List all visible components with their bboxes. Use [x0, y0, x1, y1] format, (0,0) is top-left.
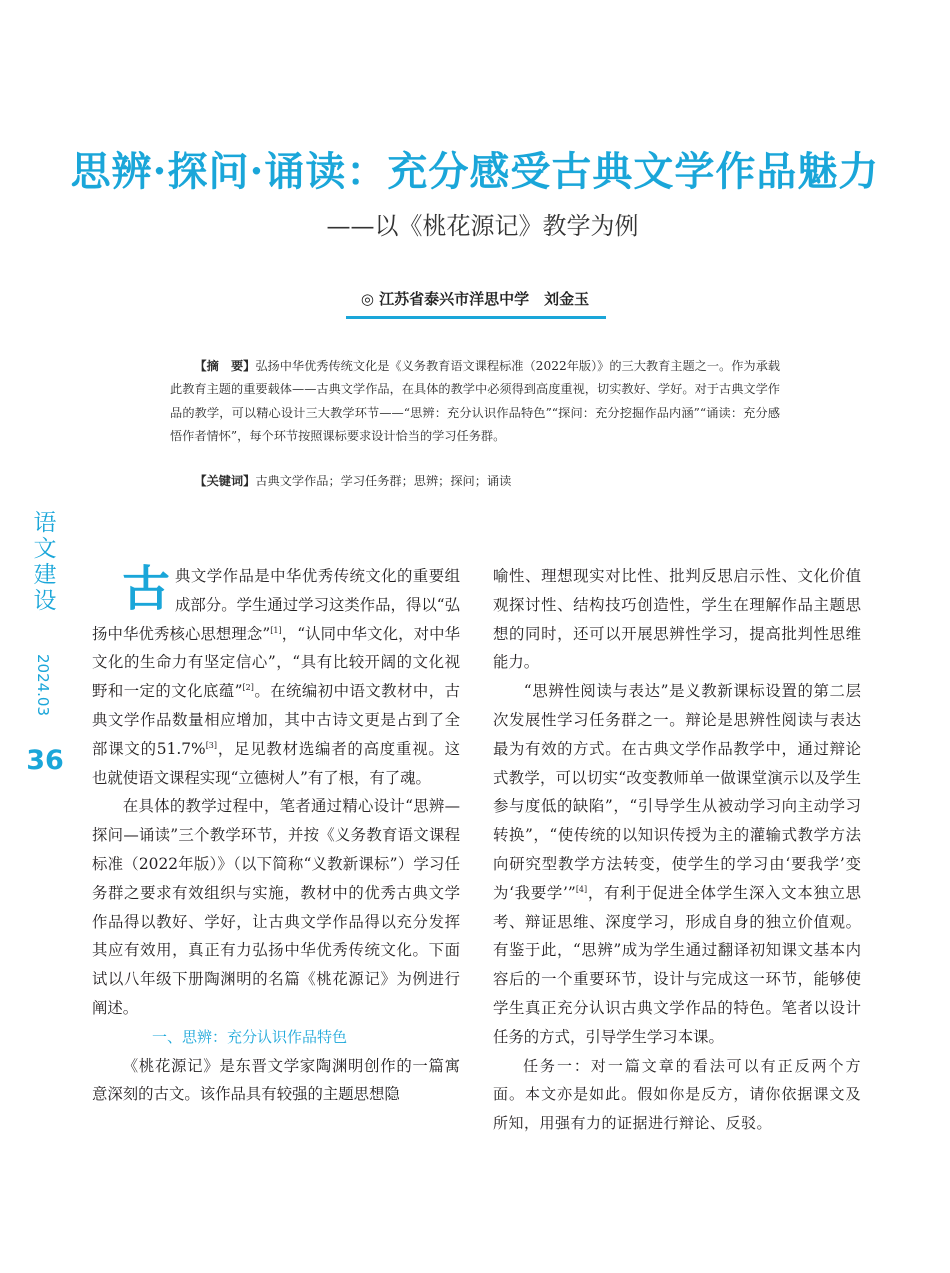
- journal-name: [28, 510, 62, 614]
- journal-issue: [30, 650, 56, 720]
- page-number: 36: [26, 745, 64, 776]
- text-run: ，足见教材选编者的高度重视。这也就使语文课程实现“立德树人”有了根，有了魂。: [92, 739, 460, 787]
- section-heading: 一、思辨：充分认识作品特色: [152, 1027, 348, 1046]
- abstract-label: 【摘 要】: [194, 359, 256, 373]
- journal-char: 建: [33, 562, 57, 588]
- article-title: 思辨·探问·诵读：充分感受古典文学作品魅力: [70, 148, 880, 195]
- keywords-label: 【关键词】: [194, 474, 256, 488]
- body-paragraph: 在具体的教学过程中，笔者通过精心设计“思辨—探问—诵读”三个教学环节，并按《义务教育语文课程标准（2022年版）》（以下简称“义教新课标”）学习任务群之要求有效组织与实施，教材中的优秀古典文学作品得以教好、学好，让古典文学作品得以充分发挥其应有效用，真正有力弘扬中华优秀传统文化。下面试以八年级下册陶渊明的名篇《桃花源记》为例进行阐述。: [92, 797, 460, 1017]
- right-column: [493, 562, 861, 1138]
- text-run: 典文学作品是中华优秀传统文化的重要组成部分。学生通过学习这类作品，得以“弘扬中华优秀核心思想理念”: [92, 567, 460, 643]
- author-line: ◎ 江苏省泰兴市洋思中学 刘金玉: [360, 290, 590, 308]
- keywords-text: 古典文学作品；学习任务群；思辨；探问；诵读: [255, 474, 512, 488]
- left-column: [92, 562, 460, 1109]
- citation-ref: [4]: [575, 884, 588, 894]
- text-run: ，“认同中华文化，对中华文化的生命力有坚定信心”，“具有比较开阔的文化视野和一定的文化底蕴”: [92, 624, 460, 701]
- author-underline: [346, 316, 606, 319]
- journal-issue-text: 2024.03: [34, 653, 52, 717]
- body-paragraph: [493, 677, 861, 1051]
- body-paragraph: 喻性、理想现实对比性、批判反思启示性、文化价值观探讨性、结构技巧创造性，学生在理解作品主题思想的同时，还可以开展思辨性学习，提高批判性思维能力。: [493, 567, 861, 672]
- citation-ref: [3]: [205, 740, 218, 750]
- abstract-text: 弘扬中华优秀传统文化是《义务教育语文课程标准（2022年版）》的三大教育主题之一。作为承载此教育主题的重要载体——古典文学作品，在具体的教学中必须得到高度重视，切实教好、学好。对于古典文学作品的教学，可以精心设计三大教学环节——“思辨：充分认识作品特色”“探问：充分挖掘作品内涵”“诵读：充分感悟作者情怀”，每个环节按照课标要求设计恰当的学习任务群。: [170, 359, 781, 444]
- drop-cap: 古: [122, 561, 171, 617]
- article-subtitle: ——以《桃花源记》教学为例: [326, 212, 639, 240]
- journal-char: 设: [33, 588, 57, 614]
- text-run: 。在统编初中语文教材中，古典文学作品数量相应增加，其中古诗文更是占到了全部课文的51.7%: [92, 682, 460, 758]
- abstract-paragraph: [170, 355, 780, 449]
- abstract: [170, 355, 780, 449]
- text-run: “思辨性阅读与表达”是义教新课标设置的第二层次发展性学习任务群之一。辩论是思辨性阅读与表达最为有效的方式。在古典文学作品教学中，通过辩论式教学，可以切实“改变教师单一做课堂演示以及学生参与度低的缺陷”，“引导学生从被动学习向主动学习转换”，“使传统的以知识传授为主的灌输式教学方法向研究型教学方法转变，使学生的学习由‘要我学’变为‘我要学’”: [493, 682, 861, 902]
- task-paragraph: 任务一：对一篇文章的看法可以有正反两个方面。本文亦是如此。假如你是反方，请你依据课文及所知，用强有力的证据进行辩论、反驳。: [493, 1056, 861, 1133]
- body-paragraph: [92, 562, 460, 792]
- journal-char: 语: [33, 510, 57, 536]
- citation-ref: [2]: [242, 683, 254, 693]
- journal-char: 文: [33, 536, 57, 562]
- body-paragraph: 《桃花源记》是东晋文学家陶渊明创作的一篇寓意深刻的古文。该作品具有较强的主题思想隐: [92, 1056, 460, 1104]
- text-run: ，有利于促进全体学生深入文本独立思考、辩证思维、深度学习，形成自身的独立价值观。有鉴于此，“思辨”成为学生通过翻译初知课文基本内容后的一个重要环节，设计与完成这一环节，能够使学生真正充分认识古典文学作品的特色。笔者以设计任务的方式，引导学生学习本课。: [493, 883, 861, 1046]
- citation-ref: [1]: [270, 625, 282, 635]
- keywords: [170, 470, 780, 493]
